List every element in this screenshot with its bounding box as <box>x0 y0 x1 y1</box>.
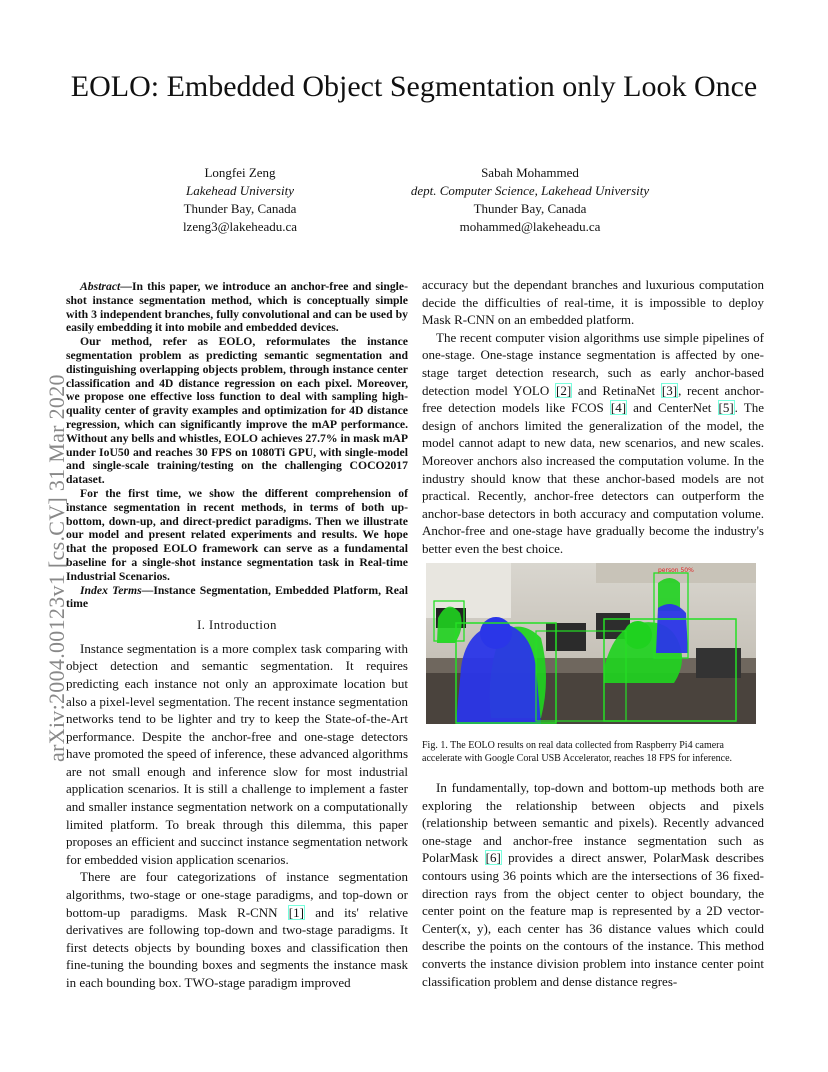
author-city: Thunder Bay, Canada <box>473 201 587 216</box>
index-terms-label: Index Terms <box>80 583 142 597</box>
intro-p3: The recent computer vision algorithms use simple pipelines of one-stage. One-stage instance segmentation is affected by one-stage target detection research, such as early anchor-based detection model YOLO [2] and RetinaNet [3], recent anchor-free detection models like FCOS [4] and CenterNet [5]. The design of anchors limited the generalization of the model, the model cannot adapt to new data, new scenarios, and new scales. Moreover anchors also increased the computation volume. In the industry should know that these anchor-based models are not practical. Recently, anchor-free detectors can outperform the anchor-base detectors in both accuracy and computation volume. Anchor-free and one-stage have gradually become the industry's better even the best choice. <box>422 329 764 556</box>
paper-title: EOLO: Embedded Object Segmentation only Look Once <box>70 70 758 103</box>
intro-r1: accuracy but the dependant branches and luxurious computation decide the difficulties of real-time, it is impossible to deploy Mask R-CNN on an embedded platform. <box>422 277 764 328</box>
citation-link[interactable]: [1] <box>288 904 304 920</box>
abstract-label: Abstract <box>80 280 121 293</box>
left-column <box>66 280 408 992</box>
section-heading: I. Introduction <box>197 618 277 633</box>
arxiv-stamp <box>6 282 69 762</box>
intro-p2: There are four categorizations of instance segmentation algorithms, two-stage or one-stage paradigms, and top-down or bottom-up paradigms. Mask R-CNN [1] and its' relative derivatives are following top-down and two-stage paradigms. It first detects objects by bounding boxes and classification then fine-tuning the bounding boxes and segments the instance mask in each bounding box. TWO-stage paradigm improved <box>66 869 409 990</box>
author-city: Thunder Bay, Canada <box>183 201 297 216</box>
citation-link[interactable]: [6] <box>485 850 501 866</box>
figure-1 <box>426 563 756 724</box>
intro-p4: In fundamentally, top-down and bottom-up methods both are exploring the relationship between objects and pixels (relationship between semantic and pixels). Recently advanced one-stage and anchor-free instance segmentation such as PolarMask [6] provides a direct answer, PolarMask describes contours using 36 points which are the intersections of 36 fixed-direction rays from the object center to object boundary, the center point on the feature map is represented by a 2D vector-Center(x, y), each center has 36 distance values which could describe the points on the contours of the instance. This method converts the instance division problem into instance center point classification problem and dense distance regres- <box>422 780 764 989</box>
figure-photo <box>426 563 756 724</box>
abstract-p3: For the first time, we show the different comprehension of instance segmentation in recent methods, in terms of both up-bottom, down-up, and direct-predict paradigms. Then we illustrate our model and present related experiments and results. We hope that the proposed EOLO framework can serve as a fundamental baseline for a single-shot instance segmentation task in Real-time Industrial Scenarios. <box>66 486 408 583</box>
arxiv-id: arXiv:2004.00123v1 [cs.CV] 31 Mar 2020 <box>44 374 69 762</box>
abstract-p2: Our method, refer as EOLO, reformulates the instance segmentation problem as predicting semantic segmentation and distinguishing overlapping objects problem, through instance center classification and 4D distance regression on each pixel. Moreover, we propose one effective loss function to deal with sampling high-quality center of gravity examples and optimization for 4D distance regression, which can significantly improve the mAP performance. Without any bells and whistles, EOLO achieves 27.7% in mask mAP under IoU50 and reaches 30 FPS on 1080Ti GPU, with single-model and single-scale training/testing on the challenging COCO2017 dataset. <box>66 335 409 487</box>
right-column <box>422 276 764 558</box>
citation-link[interactable]: [4] <box>610 400 627 416</box>
author-affiliation: Lakehead University <box>186 183 294 198</box>
index-terms: —Instance Segmentation, Embedded Platform, Real time <box>66 583 408 611</box>
citation-link[interactable]: [5] <box>718 400 734 416</box>
abstract <box>66 280 408 611</box>
intro-p1: Instance segmentation is a more complex task comparing with object detection and semantic segmentation. It requires predicting each instance not only an approximate location but also a pixel-level segmentation. The recent instance segmentation networks tend to be lighter and try to keep the State-of-the-Art performance. Despite the anchor-free and one-stage detectors have promoted the speed of inference, these advanced algorithms are not small enough and inference slow for most industrial application scenarios. It is still a challenge to implement a faster and smaller instance segmentation network on a computationally limited platform. To break through this dilemma, this paper proposes an efficient and succinct instance segmentation network for embedded vision application scenarios. <box>66 640 408 867</box>
author-block-2 <box>380 164 680 236</box>
author-block-1 <box>140 164 340 236</box>
author-email: mohammed@lakeheadu.ca <box>459 219 601 234</box>
citation-link[interactable]: [2] <box>556 382 572 398</box>
figure-caption: Fig. 1. The EOLO results on real data collected from Raspberry Pi4 camera accelerate with Google Coral USB Accelerator, reaches 18 FPS for inference. <box>422 740 733 764</box>
citation-link[interactable]: [3] <box>661 382 678 398</box>
author-name: Longfei Zeng <box>204 165 276 180</box>
author-affiliation: dept. Computer Science, Lakehead University <box>410 183 650 198</box>
abstract-p1: —In this paper, we introduce an anchor-free and single-shot instance segmentation method, which is conceptually simple with 3 independent branches, fully convolutional and can be used by easily embedding it into mobile and embedded devices. <box>66 280 408 335</box>
right-column-lower <box>422 779 764 990</box>
detection-label: person 50% <box>658 567 694 574</box>
author-email: lzeng3@lakeheadu.ca <box>182 219 298 234</box>
author-name: Sabah Mohammed <box>481 165 579 180</box>
